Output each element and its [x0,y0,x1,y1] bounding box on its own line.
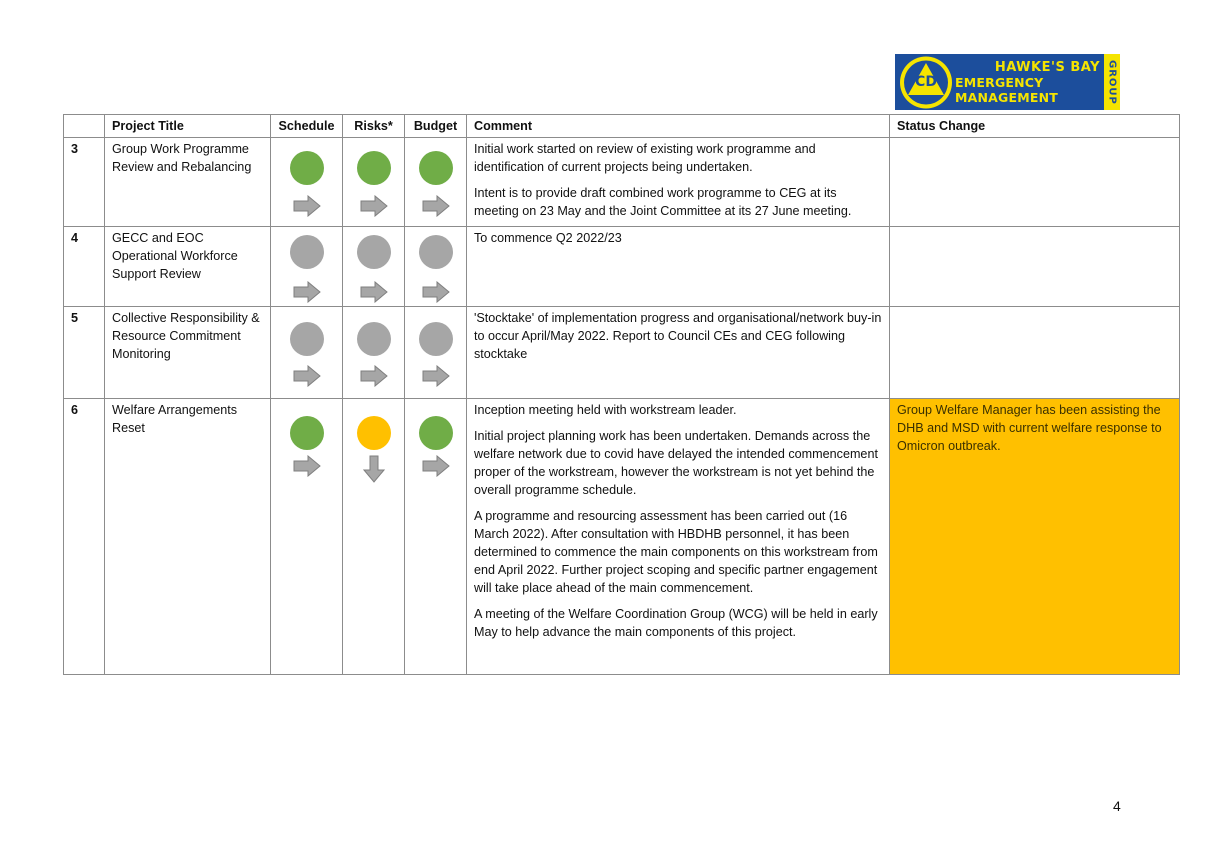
right-arrow-icon [360,195,388,217]
project-status-table [63,114,1180,675]
status-change-cell: Group Welfare Manager has been assisting the DHB and MSD with current welfare response to Omicron outbreak. [890,399,1180,675]
budget-indicator-cell [405,307,467,399]
schedule-indicator-cell [271,227,343,307]
comment-cell [467,138,890,227]
green-status-circle-icon [290,151,324,185]
header-status-change: Status Change [890,115,1180,138]
comment-paragraph: A programme and resourcing assessment has been carried out (16 March 2022). After consultation with HBDHB personnel, it has been determined to commence the main components on this workstream from end April 2022. Further project scoping and specific partner engagement will take place ahead of the main commencement. [474,509,878,595]
row-number: 3 [64,138,105,227]
table-row [64,138,1180,227]
grey-status-circle-icon [419,322,453,356]
table-header-row [64,115,1180,138]
grey-status-circle-icon [357,235,391,269]
project-title: Welfare Arrangements Reset [105,399,271,675]
right-arrow-icon [293,195,321,217]
green-status-circle-icon [419,416,453,450]
comment-paragraph: Initial work started on review of existing work programme and identification of current projects being undertaken. [474,142,816,174]
svg-text:CD: CD [915,74,937,90]
right-arrow-icon [293,455,321,477]
comment-cell [467,227,890,307]
comment-paragraph: 'Stocktake' of implementation progress and organisational/network buy-in to occur April/May 2022. Report to Council CEs and CEG following stocktake [474,311,882,361]
budget-indicator-cell [405,227,467,307]
right-arrow-icon [422,281,450,303]
table-row [64,227,1180,307]
table-row [64,399,1180,675]
right-arrow-icon [360,281,388,303]
green-status-circle-icon [290,416,324,450]
schedule-indicator-cell [271,399,343,675]
green-status-circle-icon [357,151,391,185]
status-change-cell [890,227,1180,307]
right-arrow-icon [422,365,450,387]
project-title: Group Work Programme Review and Rebalancing [105,138,271,227]
logo-line-2: EMERGENCY MANAGEMENT [955,74,1059,105]
comment-paragraph: Inception meeting held with workstream leader. [474,403,737,417]
comment-paragraph: A meeting of the Welfare Coordination Group (WCG) will be held in early May to help advance the main components of this project. [474,607,878,639]
risks-indicator-cell [343,399,405,675]
grey-status-circle-icon [290,322,324,356]
amber-status-circle-icon [357,416,391,450]
header-risks: Risks* [343,115,405,138]
logo-group-tag: GROUP [1104,54,1120,110]
right-arrow-icon [293,281,321,303]
down-arrow-icon [363,455,385,483]
comment-paragraph: To commence Q2 2022/23 [474,231,622,245]
status-change-cell [890,138,1180,227]
comment-paragraph: Intent is to provide draft combined work programme to CEG at its meeting on 23 May and the Joint Committee at its 27 June meeting. [474,186,852,218]
right-arrow-icon [360,365,388,387]
grey-status-circle-icon [357,322,391,356]
right-arrow-icon [422,455,450,477]
comment-paragraph: Initial project planning work has been undertaken. Demands across the welfare network due to covid have delayed the intended commencement proper of the workstream, however the workstream is not yet behind the overall programme schedule. [474,429,878,497]
right-arrow-icon [293,365,321,387]
page-number: 4 [1113,798,1121,814]
table-row [64,307,1180,399]
project-title: Collective Responsibility & Resource Commitment Monitoring [105,307,271,399]
risks-indicator-cell [343,227,405,307]
header-schedule: Schedule [271,115,343,138]
risks-indicator-cell [343,307,405,399]
logo-line-1: HAWKE'S BAY [994,59,1100,75]
comment-cell [467,399,890,675]
right-arrow-icon [422,195,450,217]
schedule-indicator-cell [271,138,343,227]
schedule-indicator-cell [271,307,343,399]
logo-text [955,54,1104,110]
header-number [64,115,105,138]
budget-indicator-cell [405,399,467,675]
budget-indicator-cell [405,138,467,227]
status-change-cell [890,307,1180,399]
risks-indicator-cell [343,138,405,227]
comment-cell [467,307,890,399]
row-number: 5 [64,307,105,399]
project-title: GECC and EOC Operational Workforce Support Review [105,227,271,307]
header-comment: Comment [467,115,890,138]
grey-status-circle-icon [290,235,324,269]
header-project-title: Project Title [105,115,271,138]
header-budget: Budget [405,115,467,138]
grey-status-circle-icon [419,235,453,269]
row-number: 4 [64,227,105,307]
hawkes-bay-emergency-management-logo [895,54,1120,110]
civil-defence-badge-icon [895,54,955,110]
row-number: 6 [64,399,105,675]
green-status-circle-icon [419,151,453,185]
